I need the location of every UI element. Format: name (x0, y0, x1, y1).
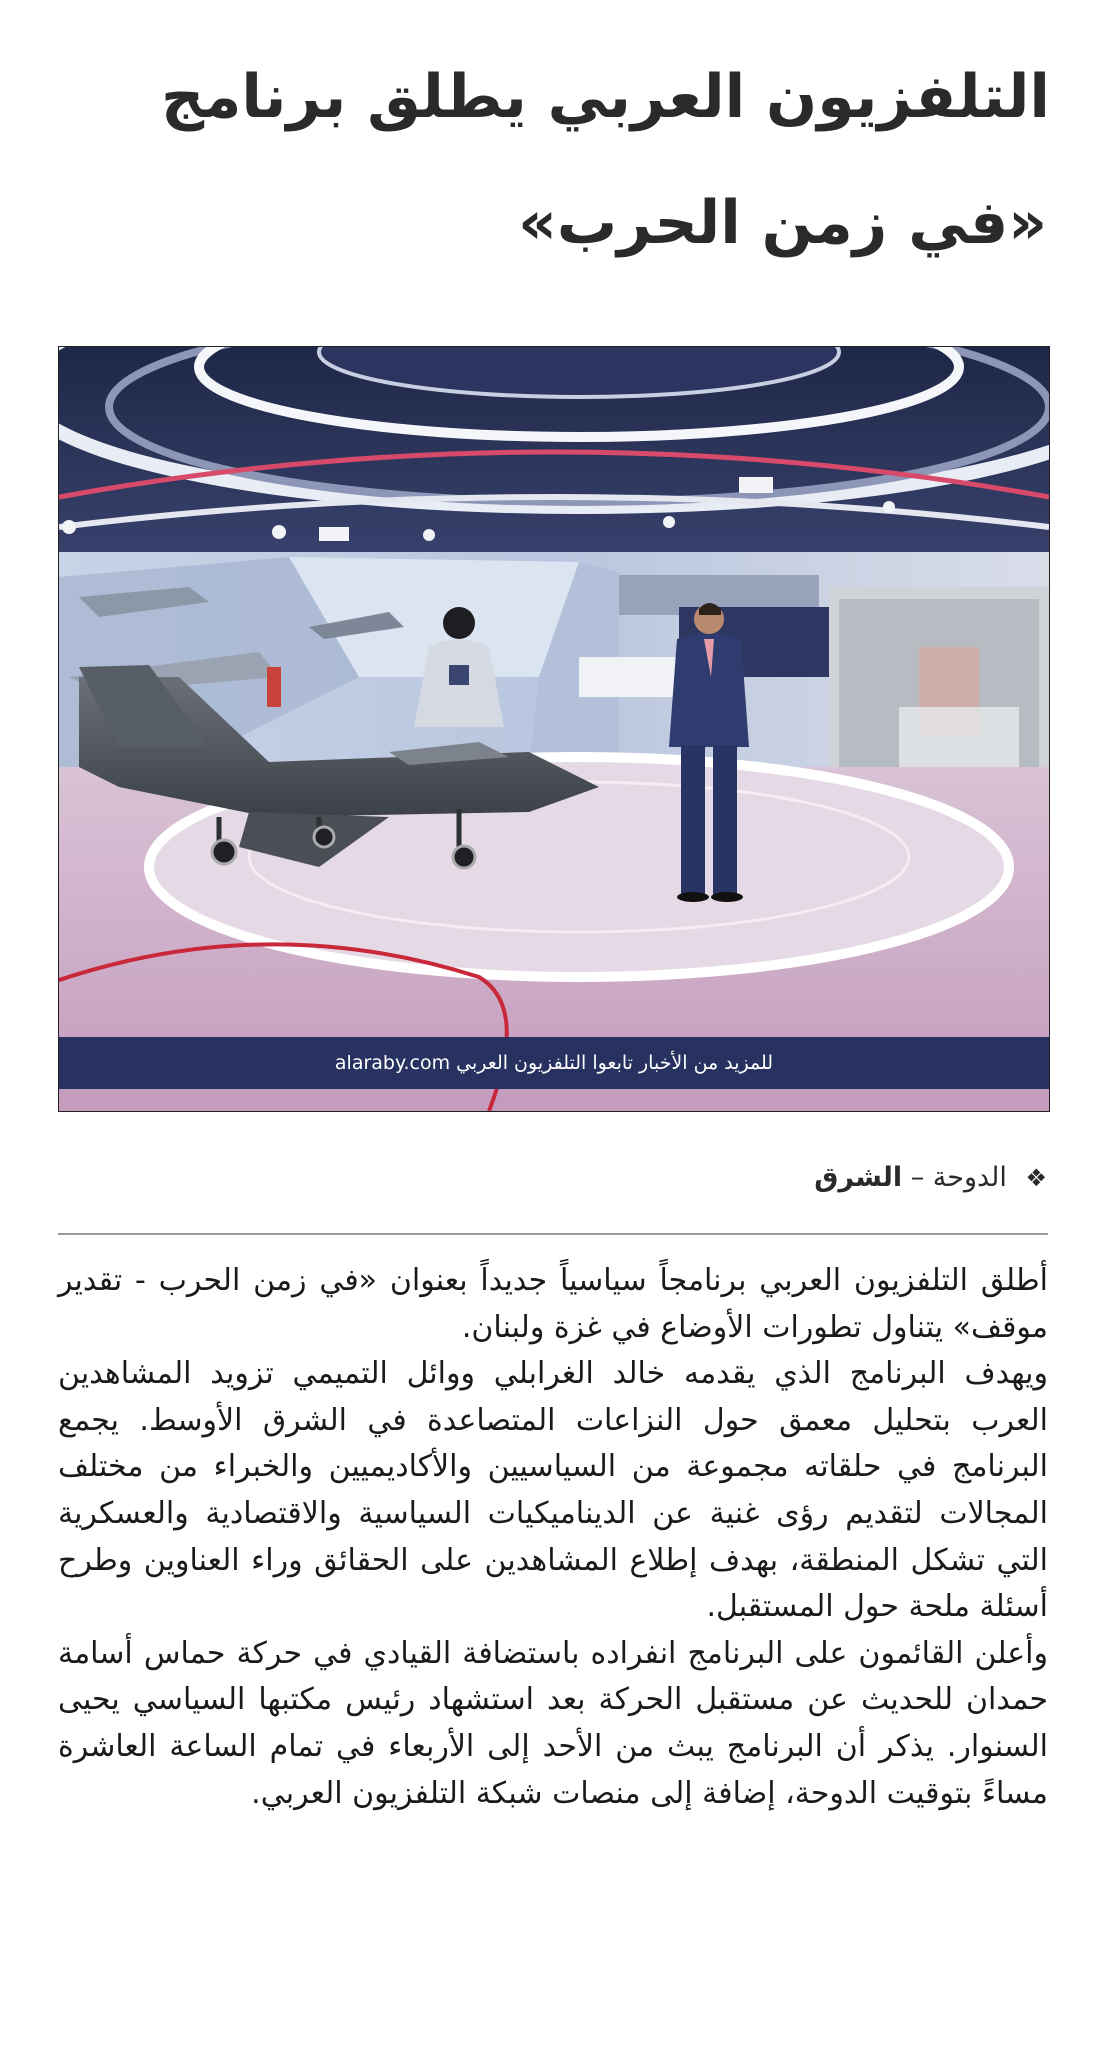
dateline-location: الدوحة (932, 1162, 1007, 1193)
body-paragraph: ويهدف البرنامج الذي يقدمه خالد الغرابلي ووائل التميمي تزويد المشاهدين العرب بتحليل معمق حول النزاعات المتصاعدة في الشرق الأوسط. يجمع البرنامج في حلقاته مجموعة من السياسيين والأكاديميين والخبراء من مختلف المجالات لتقديم رؤى غنية عن الديناميكيات السياسية والاقتصادية والعسكرية التي تشكل المنطقة، بهدف إطلاع المشاهدين على الحقائق وراء العناوين وطرح أسئلة ملحة حول المستقبل. (58, 1356, 1048, 1625)
dateline-source: الشرق (814, 1162, 903, 1193)
flag-graphic (267, 667, 281, 707)
section-divider (58, 1233, 1048, 1235)
studio-photo (58, 346, 1050, 1112)
body-paragraph: وأعلن القائمون على البرنامج انفراده باستضافة القيادي في حركة حماس أسامة حمدان للحديث عن مستقبل الحركة بعد استشهاد رئيس مكتبها السياسي يحيى السنوار. يذكر أن البرنامج يبث من الأحد إلى الأربعاء في تمام الساعة العاشرة مساءً بتوقيت الدوحة، إضافة إلى منصات شبكة التلفزيون العربي. (58, 1635, 1048, 1811)
headline-line-2: «في زمن الحرب» (518, 188, 1047, 258)
diamond-bullet-icon: ❖ (1025, 1164, 1047, 1192)
headline-line-1: التلفزيون العربي يطلق برنامج (161, 62, 1050, 132)
studio-scene-illustration (59, 347, 1049, 1111)
photo-caption-bar: للمزيد من الأخبار تابعوا التلفزيون العربي alaraby.com (59, 1037, 1049, 1089)
article-body (58, 1258, 1048, 1817)
body-paragraph: أطلق التلفزيون العربي برنامجاً سياسياً جديداً بعنوان «في زمن الحرب - تقدير موقف» يتناول تطورات الأوضاع في غزة ولبنان. (58, 1263, 1048, 1345)
dateline (814, 1158, 1047, 1198)
video-wall-detail (899, 707, 1019, 767)
dateline-separator: – (910, 1162, 925, 1193)
